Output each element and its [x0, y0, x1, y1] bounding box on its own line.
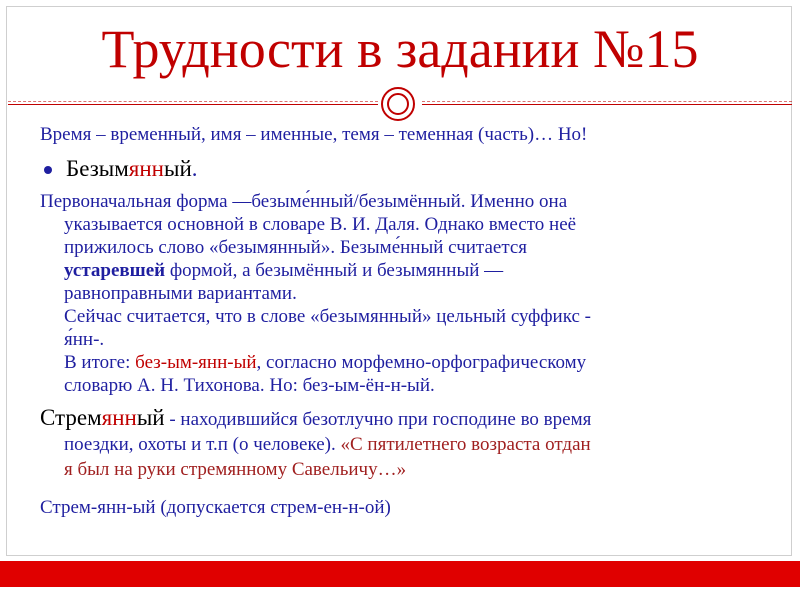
bullet-prefix: Безым	[66, 156, 129, 181]
para-line-2: указывается основной в словаре В. И. Даля. Однако вместо неё	[64, 214, 577, 235]
para-text: прижилось слово «безымянный». Безыме	[64, 237, 401, 258]
para-line-5: равноправными вариантами.	[64, 283, 297, 304]
para-text: нный считается	[400, 237, 528, 258]
bullet-dot: .	[191, 156, 198, 181]
slide-content	[40, 120, 770, 520]
divider-left	[8, 104, 378, 105]
para-line-8	[40, 351, 770, 374]
stremyannyi-block	[40, 405, 770, 482]
para-text: нный/безымённый	[310, 191, 461, 212]
emphasis-outdated: устаревшей	[64, 260, 166, 281]
strem-line-3: я был на руки стремянному Савельичу…»	[64, 459, 407, 480]
morpheme-split-highlight: без-ым-янн-ый	[135, 352, 257, 373]
last-line: Стрем-янн-ый (допускается стрем-ен-н-ой)	[40, 497, 391, 518]
strem-word-highlight: янн	[101, 405, 137, 430]
divider-right	[422, 104, 792, 105]
para-line-1	[40, 190, 770, 213]
strem-word-start: Стрем	[40, 405, 102, 430]
bullet-suffix: ый	[164, 156, 192, 181]
para-line-6: Сейчас считается, что в слове «безымянный» цельный суффикс -	[64, 306, 591, 327]
para-text: В итоге:	[64, 352, 136, 373]
bullet-highlight: янн	[128, 156, 164, 181]
para-text: Первоначальная форма —безыме	[40, 191, 311, 212]
strem-definition: - находившийся безотлучно при господине во время	[164, 409, 592, 430]
para-line-7	[40, 328, 770, 351]
explanation-paragraph	[40, 190, 770, 397]
slide-title: Трудности в задании №15	[101, 19, 699, 79]
bottom-bar	[0, 561, 800, 587]
para-text: , согласно морфемно-орфографическому	[256, 352, 587, 373]
para-text: формой, а безымённый и безымянный —	[165, 260, 504, 281]
strem-line-1	[40, 405, 770, 432]
para-line-4	[40, 259, 770, 282]
para-text: я	[64, 329, 73, 350]
para-text: нн-.	[72, 329, 105, 350]
para-line-9: словарю А. Н. Тихонова. Но: без-ым-ён-н-ый.	[64, 375, 435, 396]
para-text: . Именно она	[460, 191, 568, 212]
intro-line: Время – временный, имя – именные, темя – теменная (часть)… Но!	[40, 124, 588, 145]
strem-line-2	[40, 432, 770, 457]
strem-definition-cont: поездки, охоты и т.п (о человеке).	[64, 434, 341, 455]
bullet-word	[40, 154, 770, 184]
strem-word-end: ый	[136, 405, 165, 430]
strem-quote: «С пятилетнего возраста отдан	[340, 434, 591, 455]
para-line-3	[40, 236, 770, 259]
divider-circle-ornament	[381, 87, 415, 121]
